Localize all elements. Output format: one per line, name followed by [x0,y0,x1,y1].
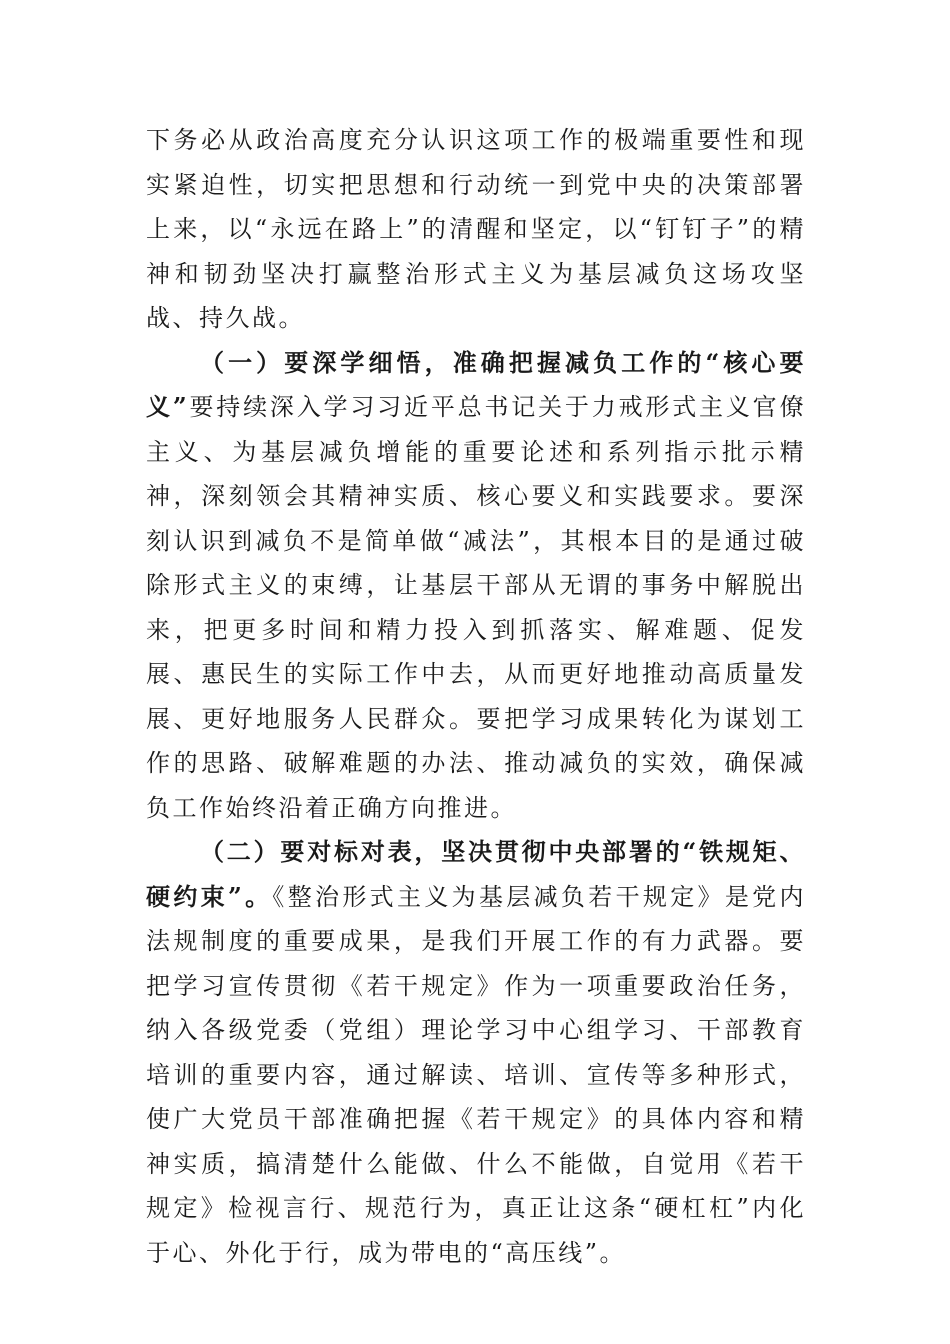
section-two-body: 《整治形式主义为基层减负若干规定》是党内法规制度的重要成果，是我们开展工作的有力武器。要把学习宣传贯彻《若干规定》作为一项重要政治任务，纳入各级党委（党组）理论学习中心组学习、干部教育培训的重要内容，通过解读、培训、宣传等多种形式，使广大党员干部准确把握《若干规定》的具体内容和精神实质，搞清楚什么能做、什么不能做，自觉用《若干规定》检视言行、规范行为，真正让这条“硬杠杠”内化于心、外化于行，成为带电的“高压线”。 [146,882,806,1267]
section-one-heading: （一）要深学细悟，准确把握减负工作的“核心要义” [146,347,806,421]
paragraph-section-one [146,341,806,831]
paragraph-continuation: 下务必从政治高度充分认识这项工作的极端重要性和现实紧迫性，切实把思想和行动统一到党中央的决策部署上来，以“永远在路上”的清醒和坚定，以“钉钉子”的精神和韧劲坚决打赢整治形式主义为基层减负这场攻坚战、持久战。 [146,126,806,332]
paragraph-section-two [146,830,806,1275]
section-two-heading: （二）要对标对表，坚决贯彻中央部署的“铁规矩、硬约束”。 [146,837,806,911]
document-page [146,118,806,1275]
section-one-body: 要持续深入学习习近平总书记关于力戒形式主义官僚主义、为基层减负增能的重要论述和系列指示批示精神，深刻领会其精神实质、核心要义和实践要求。要深刻认识到减负不是简单做“减法”，其根本目的是通过破除形式主义的束缚，让基层干部从无谓的事务中解脱出来，把更多时间和精力投入到抓落实、解难题、促发展、惠民生的实际工作中去，从而更好地推动高质量发展、更好地服务人民群众。要把学习成果转化为谋划工作的思路、破解难题的办法、推动减负的实效，确保减负工作始终沿着正确方向推进。 [146,393,806,822]
